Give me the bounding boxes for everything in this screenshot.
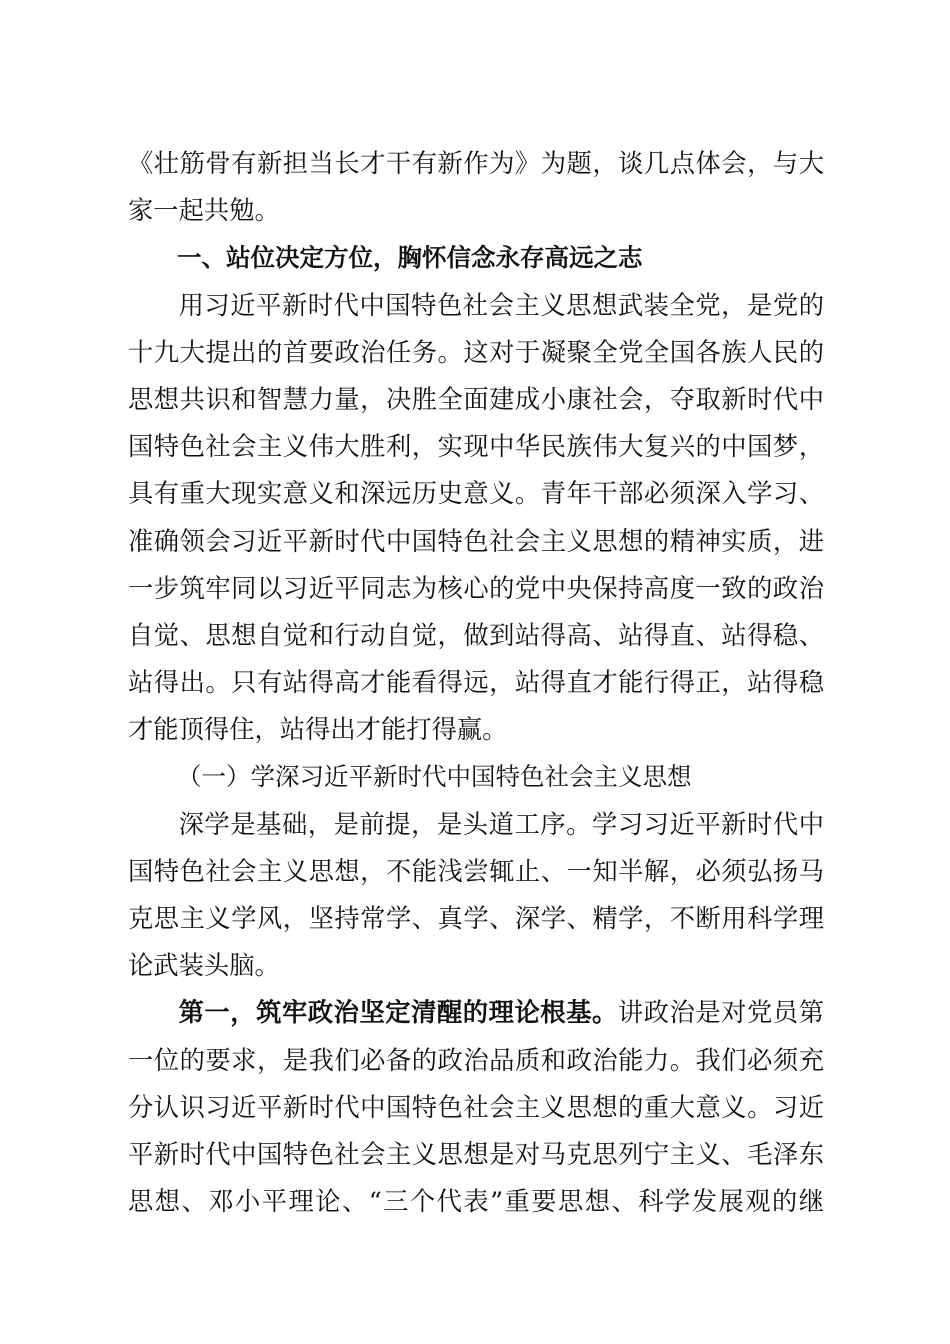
- intro-line: 《壮筋骨有新担当长才干有新作为》为题，谈几点体会，与大: [128, 149, 824, 178]
- paragraph-line: 深学是基础，是前提，是头道工序。学习习近平新时代中: [178, 809, 824, 839]
- section-heading: 一、站位决定方位，胸怀信念永存高远之志: [177, 243, 643, 273]
- paragraph-line: 自觉、思想自觉和行动自觉，做到站得高、站得直、站得稳、: [128, 620, 824, 650]
- point-first-line-rest: 讲政治是对党员第: [617, 998, 824, 1028]
- paragraph-line: 论武装头脑。: [128, 951, 280, 981]
- paragraph-line: 平新时代中国特色社会主义思想是对马克思列宁主义、毛泽东: [128, 1139, 824, 1169]
- subsection-heading: （一）学深习近平新时代中国特色社会主义思想: [177, 762, 692, 792]
- paragraph-line: 用习近平新时代中国特色社会主义思想武装全党，是党的: [178, 290, 824, 320]
- paragraph-line: 站得出。只有站得高才能看得远，站得直才能行得正，站得稳: [128, 668, 824, 698]
- paragraph-line: 克思主义学风，坚持常学、真学、深学、精学，不断用科学理: [128, 904, 824, 933]
- paragraph-line: 十九大提出的首要政治任务。这对于凝聚全党全国各族人民的: [128, 337, 824, 367]
- point-first-line: [128, 989, 824, 1036]
- paragraph-line: 一步筑牢同以习近平同志为核心的党中央保持高度一致的政治: [128, 573, 824, 603]
- paragraph-line: 国特色社会主义伟大胜利，实现中华民族伟大复兴的中国梦，: [128, 432, 824, 462]
- document-body: [128, 140, 824, 1225]
- intro-line: 家一起共勉。: [128, 196, 280, 226]
- paragraph-line: 才能顶得住，站得出才能打得赢。: [128, 715, 508, 745]
- paragraph-line: 具有重大现实意义和深远历史意义。青年干部必须深入学习、: [128, 479, 824, 509]
- paragraph-line: 准确领会习近平新时代中国特色社会主义思想的精神实质，进: [128, 526, 824, 556]
- paragraph-line: 国特色社会主义思想，不能浅尝辄止、一知半解，必须弘扬马: [128, 856, 824, 886]
- paragraph-line: 分认识习近平新时代中国特色社会主义思想的重大意义。习近: [128, 1092, 824, 1122]
- paragraph-line: 思想共识和智慧力量，决胜全面建成小康社会，夺取新时代中: [128, 384, 824, 414]
- point-lead: 第一，筑牢政治坚定清醒的理论根基。: [178, 998, 618, 1028]
- paragraph-line: 一位的要求，是我们必备的政治品质和政治能力。我们必须充: [128, 1045, 824, 1075]
- paragraph-line: 思想、邓小平理论、“三个代表”重要思想、科学发展观的继: [128, 1187, 824, 1217]
